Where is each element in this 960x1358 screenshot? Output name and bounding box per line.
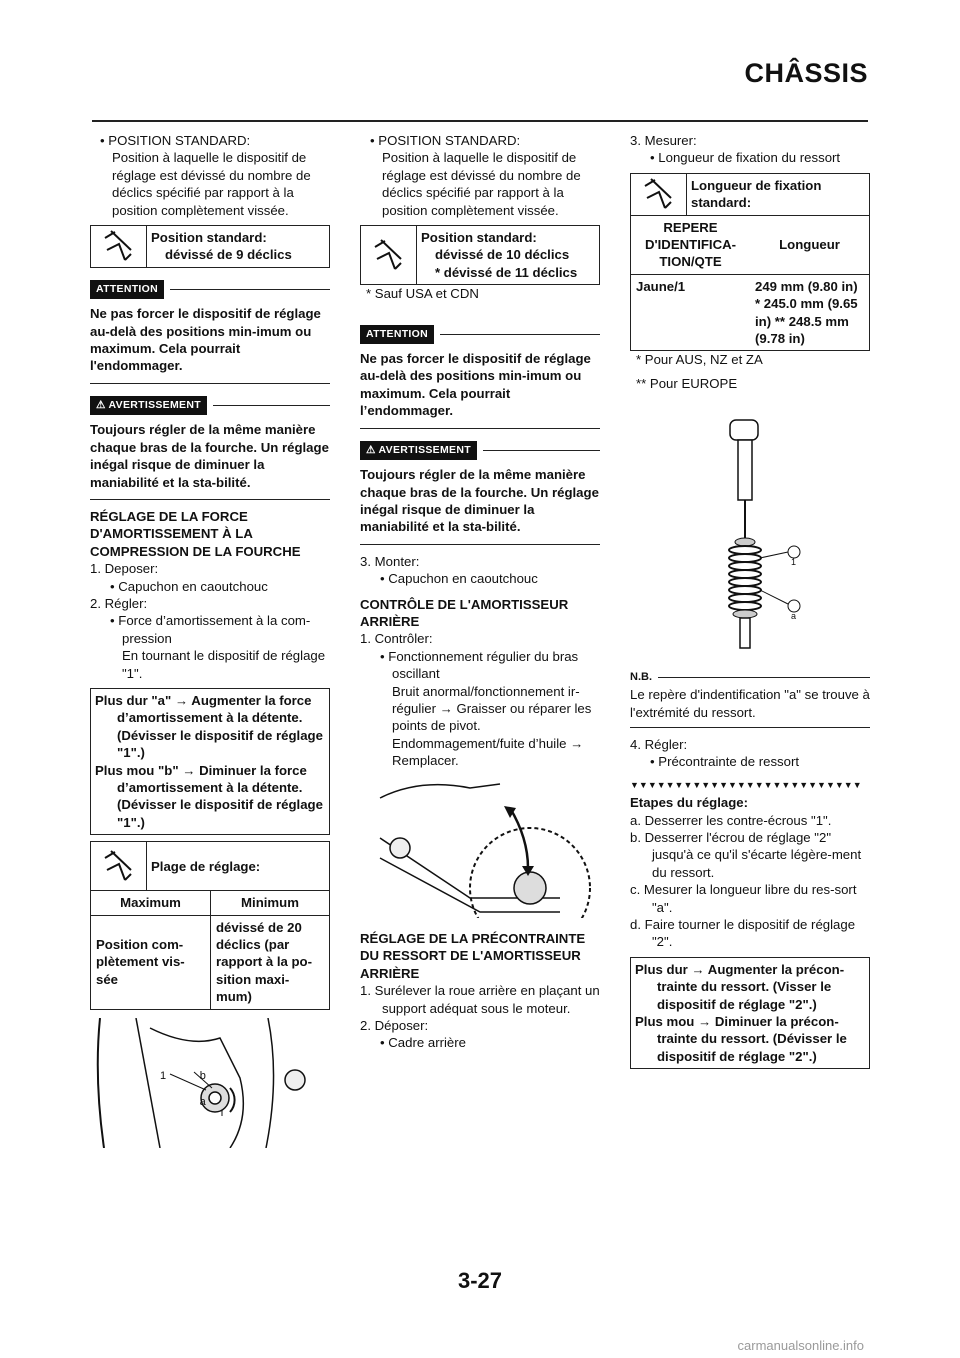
nb-text: Le repère d'indentification "a" se trouve à l'extrémité du ressort. (630, 686, 870, 728)
warning-badge: ⚠ AVERTISSEMENT (360, 441, 477, 460)
range-min-header: Minimum (210, 891, 329, 914)
preload-step-2: 2. Déposer: (360, 1018, 429, 1034)
spec-note: * Sauf USA et CDN (366, 286, 479, 302)
step-separator: ▼▼▼▼▼▼▼▼▼▼▼▼▼▼▼▼▼▼▼▼▼▼▼▼▼▼ (630, 779, 862, 790)
wrench-icon (361, 226, 417, 284)
warning-block (360, 441, 600, 545)
pos-std-text: Position à laquelle le dispositif de réglage est dévissé du nombre de déclics spécifié par rapport à la position complètement vissée. (112, 150, 311, 218)
step-3-item: • Capuchon en caoutchouc (380, 571, 538, 587)
step-2: 2. Régler: (90, 595, 148, 611)
attention-text: Ne pas forcer le dispositif de réglage au-delà des positions min-imum ou maximum. Cela pourrait l’endommager. (360, 350, 600, 429)
length-row-id: Jaune/1 (636, 278, 686, 294)
wrench-icon (91, 226, 147, 267)
length-table (630, 173, 870, 352)
section-title-shock-check: CONTRÔLE DE L'AMORTISSEUR ARRIÈRE (360, 596, 569, 629)
step-4: 4. Régler: (630, 736, 688, 752)
pos-std-title: • POSITION STANDARD: (100, 133, 251, 148)
warning-badge: ⚠ AVERTISSEMENT (90, 396, 207, 415)
step-2-item: • Force d’amortissement à la com-pression (110, 613, 311, 646)
attention-block (360, 325, 600, 429)
callout-1: 1 (160, 1070, 167, 1083)
soft-line: Plus mou "b" → Diminuer la force d’amortissement à la détente. (Dévisser le dispositif de réglage "1".) (95, 762, 323, 830)
shock-illustration (630, 400, 870, 664)
length-label: Longueur de fixation standard: (691, 177, 822, 211)
length-row-value: 249 mm (9.80 in) * 245.0 mm (9.65 in) ** 248.5 mm (9.78 in) (755, 278, 858, 347)
check-note-1: Bruit anormal/fonctionnement ir-régulier → Graisser ou réparer les points de pivot. (392, 683, 592, 734)
step-3: 3. Mesurer: (630, 133, 697, 148)
header-rule (92, 120, 868, 122)
etapes-title: Etapes du réglage: (630, 795, 748, 811)
attention-text: Ne pas forcer le dispositif de réglage au-delà des positions min-imum ou maximum. Cela pourrait l'endommager. (90, 305, 330, 384)
step-3: 3. Monter: (360, 553, 420, 569)
step-2-note: En tournant le dispositif de réglage "1". (122, 648, 326, 681)
preload-step-2-item: • Cadre arrière (380, 1035, 466, 1051)
callout-a: a (199, 1096, 206, 1109)
hard-line: Plus dur "a" → Augmenter la force d’amortissement à la détente. (Dévisser le dispositif de réglage "1".) (95, 692, 323, 761)
etape-c: c. Mesurer la longueur libre du res-sort "a". (630, 882, 857, 915)
length-header-id: REPERE D'IDENTIFICA-TION/QTE (644, 219, 737, 270)
section-title: RÉGLAGE DE LA FORCE D'AMORTISSEMENT À LA COMPRESSION DE LA FOURCHE (90, 508, 301, 559)
attention-block (90, 280, 330, 384)
check-item: • Fonctionnement régulier du bras oscillant (380, 648, 579, 682)
spec-text: Position standard: dévissé de 9 déclics (151, 230, 292, 263)
page-title: CHÂSSIS (744, 58, 868, 88)
warning-block (90, 396, 330, 500)
range-label: Plage de réglage: (151, 858, 261, 874)
callout-1: 1 (791, 557, 797, 568)
warning-text: Toujours régler de la même manière chaque bras de la fourche. Un réglage inégal risque de diminuer la maniabilité et la sta-bilité. (360, 466, 600, 545)
warning-text: Toujours régler de la même manière chaque bras de la fourche. Un réglage inégal risque de diminuer la maniabilité et la sta-bilité. (90, 421, 330, 500)
column-2 (360, 132, 600, 1052)
step-3-item: • Longueur de fixation du ressort (650, 150, 841, 166)
range-max-header: Maximum (120, 895, 181, 911)
length-header-length: Longueur (779, 237, 840, 253)
swingarm-illustration (360, 778, 600, 922)
section-title-preload: RÉGLAGE DE LA PRÉCONTRAINTE DU RESSORT DE L'AMORTISSEUR ARRIÈRE (360, 931, 586, 981)
preload-soft-line: Plus mou → Diminuer la précon-trainte du ressort. (Dévisser le dispositif de réglage "2".) (635, 1014, 847, 1064)
spec-box (90, 225, 330, 268)
preload-hard-line: Plus dur → Augmenter la précon-trainte du ressort. (Visser le dispositif de réglage "2".) (635, 961, 845, 1012)
attention-badge: ATTENTION (90, 280, 164, 299)
range-max-value: Position com-plètement vis-sée (96, 937, 185, 987)
length-note-2: ** Pour EUROPE (636, 375, 738, 391)
preload-hard-soft-box (630, 957, 870, 1069)
check-note-2: Endommagement/fuite d’huile → Remplacer. (392, 735, 584, 769)
step-1: 1. Deposer: (90, 561, 159, 577)
etape-d: d. Faire tourner le dispositif de réglage "2". (630, 916, 856, 950)
fork-illustration (90, 1018, 330, 1152)
wrench-icon (91, 842, 147, 890)
wrench-icon (631, 174, 687, 215)
pos-std-title: • POSITION STANDARD: (370, 133, 521, 148)
callout-b: b (199, 1070, 206, 1083)
watermark: carmanualsonline.info (737, 1338, 864, 1353)
nb-head: N.B. (630, 669, 870, 686)
etape-b: b. Desserrer l'écrou de réglage "2" jusqu'à ce qu'il s'écarte légère-ment du ressort. (630, 829, 862, 880)
page-number: 3-27 (457, 1268, 503, 1293)
check-step-1: 1. Contrôler: (360, 631, 433, 647)
spec-text: Position standard: dévissé de 10 déclics * dévissé de 11 déclics (421, 230, 578, 280)
range-table (90, 841, 330, 1009)
callout-a: a (791, 611, 797, 622)
pos-std-text: Position à laquelle le dispositif de réglage est dévissé du nombre de déclics spécifié par rapport à la position complètement vissée. (382, 150, 581, 218)
attention-badge: ATTENTION (360, 325, 434, 344)
etape-a: a. Desserrer les contre-écrous "1". (630, 812, 832, 828)
hard-soft-box (90, 688, 330, 835)
preload-step-1: 1. Surélever la roue arrière en plaçant un support adéquat sous le moteur. (360, 983, 600, 1016)
length-note-1: * Pour AUS, NZ et ZA (636, 352, 763, 368)
range-min-value: dévissé de 20 déclics (par rapport à la po-sition maxi-mum) (210, 916, 329, 1009)
step-1-item: • Capuchon en caoutchouc (110, 578, 268, 594)
column-3 (630, 132, 870, 1069)
step-4-item: • Précontrainte de ressort (650, 754, 800, 770)
spec-box (360, 225, 600, 285)
column-1 (90, 132, 330, 1152)
